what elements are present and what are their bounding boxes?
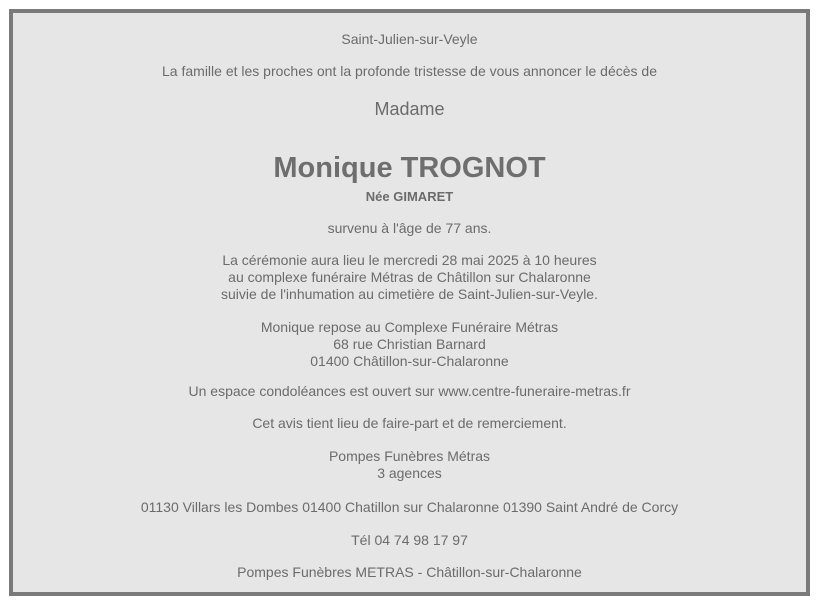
- rest-place-details: [13, 319, 806, 370]
- condolences-line: Un espace condoléances est ouvert sur www.centre-funeraire-metras.fr: [188, 383, 631, 399]
- funeral-home-block: [13, 448, 806, 482]
- obituary-notice-frame: [9, 9, 810, 596]
- ceremony-details: [13, 252, 806, 303]
- signature-line: Pompes Funèbres METRAS - Châtillon-sur-Chalaronne: [237, 564, 582, 580]
- rest-place-line: 01400 Châtillon-sur-Chalaronne: [310, 353, 509, 369]
- funeral-home-name: Pompes Funèbres Métras: [328, 448, 491, 464]
- acknowledgement-line: Cet avis tient lieu de faire-part et de remerciement.: [252, 415, 567, 431]
- announcement-intro: La famille et les proches ont la profonde tristesse de vous annoncer le décès de: [162, 63, 657, 79]
- agency-count: 3 agences: [377, 465, 442, 481]
- agencies-list: 01130 Villars les Dombes 01400 Chatillon sur Chalaronne 01390 Saint André de Corcy: [140, 499, 679, 515]
- ceremony-line: suivie de l'inhumation au cimetière de Saint-Julien-sur-Veyle.: [221, 286, 598, 302]
- honorific-title: Madame: [374, 99, 445, 119]
- ceremony-line: La cérémonie aura lieu le mercredi 28 mai 2025 à 10 heures: [222, 252, 597, 268]
- maiden-name: Née GIMARET: [365, 189, 454, 204]
- deceased-name: Monique TROGNOT: [273, 152, 546, 184]
- ceremony-line: au complexe funéraire Métras de Châtillon sur Chalaronne: [228, 269, 591, 285]
- town-name: Saint-Julien-sur-Veyle: [341, 31, 478, 47]
- age-line: survenu à l'âge de 77 ans.: [327, 220, 492, 236]
- phone-number: Tél 04 74 98 17 97: [351, 532, 468, 548]
- rest-place-line: Monique repose au Complexe Funéraire Métras: [260, 319, 559, 335]
- rest-place-line: 68 rue Christian Barnard: [333, 336, 486, 352]
